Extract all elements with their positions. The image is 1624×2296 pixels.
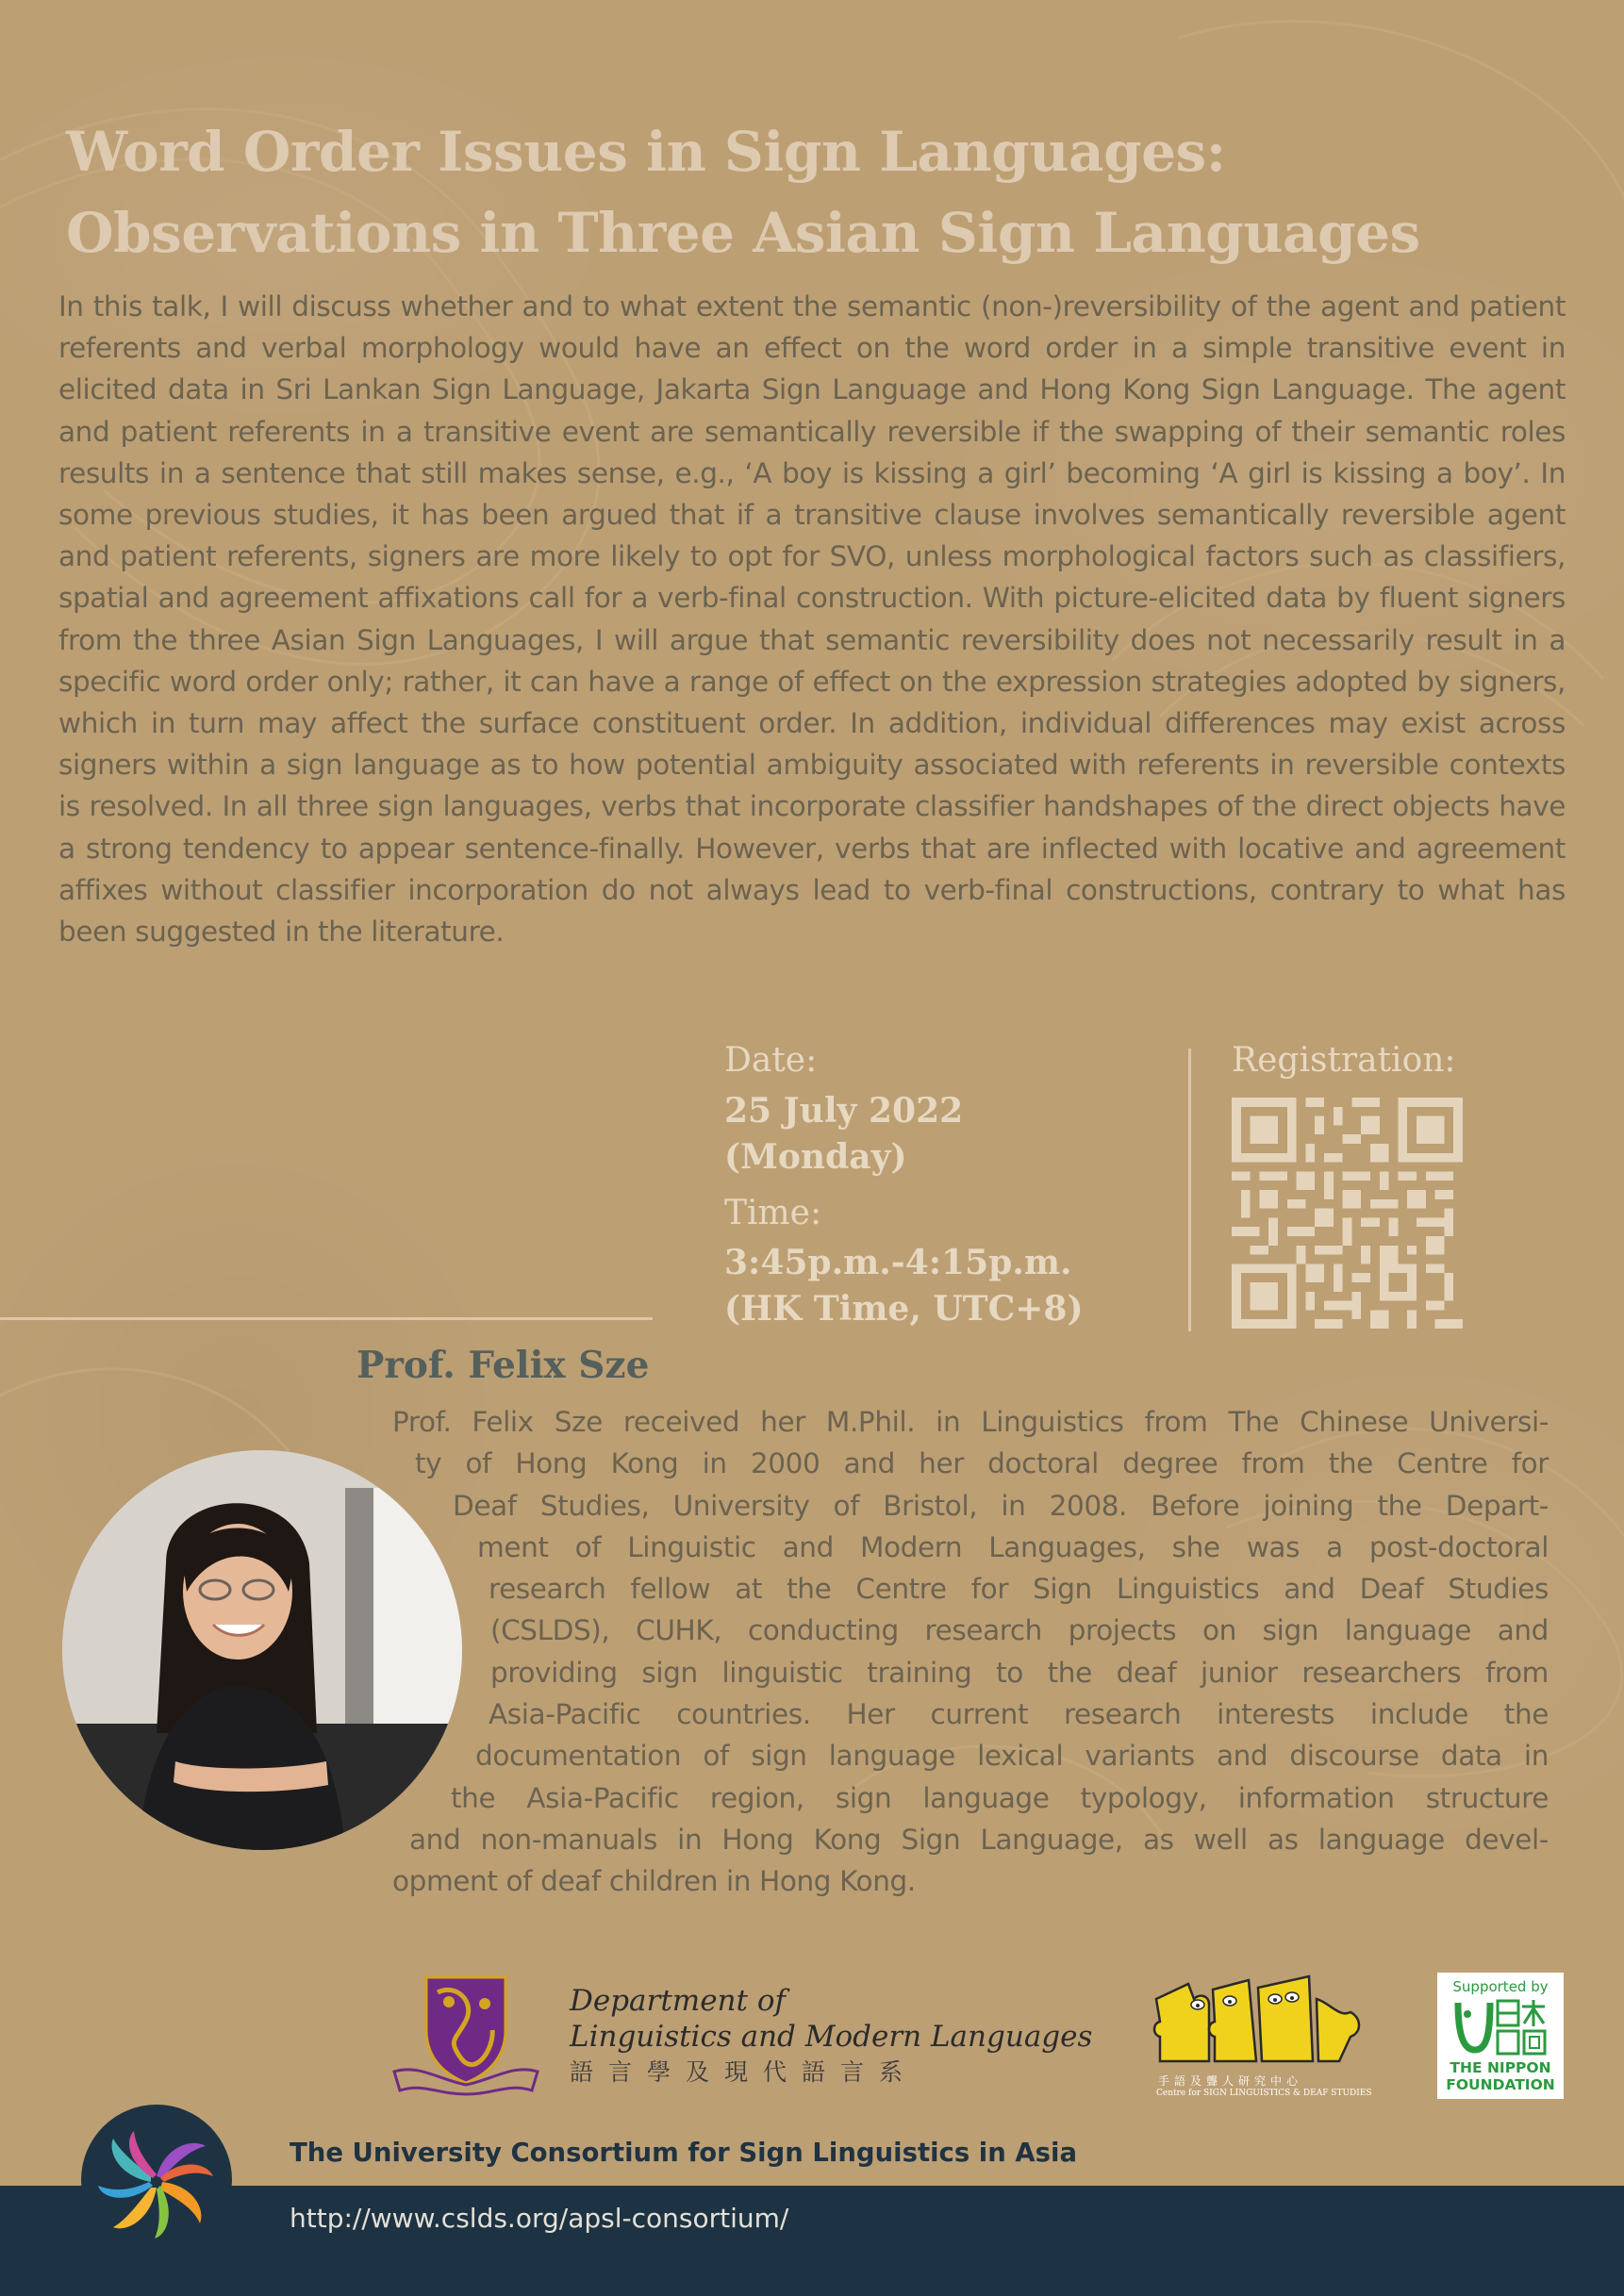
date-label: Date: [724, 1041, 818, 1080]
bio-line: (CSLDS), CUHK, conducting research projects on sign language and [490, 1614, 1549, 1647]
consortium-logo[interactable] [81, 2105, 232, 2255]
registration-label: Registration: [1232, 1041, 1456, 1080]
date-line-1: 25 July 2022 [724, 1091, 964, 1131]
dept-name-line-2: Linguistics and Modern Languages [570, 2020, 1093, 2054]
cslds-name-chinese: 手語及聾人研究中心 [1158, 2074, 1303, 2088]
bio-line: Prof. Felix Sze received her M.Phil. in Linguistics from The Chinese Universi- [392, 1406, 1549, 1438]
cslds-name-english: Centre for SIGN LINGUISTICS & DEAF STUDIES [1156, 2089, 1372, 2098]
bio-line: opment of deaf children in Hong Kong. [392, 1865, 916, 1898]
abstract-text: In this talk, I will discuss whether and to what extent the semantic (non-)reversibility of the agent and patient referents and verbal morphology would have an effect on the word order in a simple transitive event in elicited data in Sri Lankan Sign Language, Jakarta Sign Language and Hong Kong Sign Language. The agent and patient referents in a transitive event are semantically reversible if the swapping of their semantic roles results in a sentence that still makes sense, e.g., ‘A boy is kissing a girl’ becoming ‘A girl is kissing a boy’. In some previous studies, it has been argued that if a transitive clause involves semantically reversible agent and patient referents, signers are more likely to opt for SVO, unless morphological factors such as classifiers, spatial and agreement affixations call for a verb-final construction. With picture-elicited data by fluent signers from the three Asian Sign Languages, I will argue that semantic reversibility does not necessarily result in a specific word order only; rather, it can have a range of effect on the expression strategies adopted by signers, which in turn may affect the surface constituent order. In addition, individual differences may exist across signers within a sign language as to how potential ambiguity associated with referents in reversible contexts is resolved. In all three sign languages, verbs that incorporate classifier handshapes of the direct objects have a strong tendency to appear sentence-finally. However, verbs that are inflected with locative and agreement affixes without classifier incorporation do not always lead to verb-final constructions, contrary to what has been suggested in the literature. [58, 290, 1566, 949]
nippon-name-line-1: THE NIPPON [1450, 2059, 1551, 2076]
info-divider [1188, 1049, 1191, 1331]
talk-title-line-2: Observations in Three Asian Sign Languages [66, 201, 1420, 265]
footer-bar [0, 2186, 1624, 2296]
time-line-2: (HK Time, UTC+8) [724, 1289, 1084, 1329]
bio-line: providing sign linguistic training to the deaf junior researchers from [490, 1656, 1549, 1689]
bio-line: the Asia-Pacific region, sign language typology, information structure [451, 1781, 1549, 1814]
nippon-foundation-logo-icon [1452, 1997, 1549, 2057]
time-value [724, 1240, 1083, 1332]
time-label: Time: [724, 1194, 822, 1232]
nippon-foundation-name [1437, 2059, 1564, 2093]
bio-line: and non-manuals in Hong Kong Sign Language, as well as language devel- [409, 1823, 1549, 1856]
date-line-2: (Monday) [724, 1137, 907, 1177]
nippon-foundation-logo[interactable] [1437, 1973, 1564, 2099]
bio-line: Deaf Studies, University of Bristol, in 2008. Before joining the Depart- [453, 1489, 1549, 1522]
date-value [724, 1088, 963, 1181]
talk-title [66, 111, 1575, 273]
qr-code-icon[interactable] [1232, 1098, 1463, 1329]
bio-line: research fellow at the Centre for Sign Linguistics and Deaf Studies [489, 1573, 1549, 1606]
bio-line: ment of Linguistic and Modern Languages, she was a post-doctoral [477, 1530, 1549, 1563]
time-line-1: 3:45p.m.-4:15p.m. [724, 1243, 1072, 1282]
talk-title-line-1: Word Order Issues in Sign Languages: [66, 120, 1226, 184]
bio-line: ty of Hong Kong in 2000 and her doctoral degree from the Centre for [415, 1447, 1549, 1480]
consortium-name: The University Consortium for Sign Linguistics in Asia [290, 2138, 1078, 2168]
speaker-name: Prof. Felix Sze [356, 1344, 650, 1387]
section-divider [0, 1317, 653, 1320]
bio-line: documentation of sign language lexical variants and discourse data in [475, 1740, 1549, 1773]
consortium-pinwheel-icon [81, 2105, 232, 2255]
dept-name-line-1: Department of [570, 1984, 786, 2018]
cuhk-crest-icon[interactable] [390, 1974, 541, 2096]
bio-line: Asia-Pacific countries. Her current research interests include the [489, 1698, 1549, 1731]
consortium-url-link[interactable]: http://www.cslds.org/apsl-consortium/ [290, 2203, 789, 2234]
speaker-bio [387, 1401, 1549, 1903]
cslds-puzzle-logo-icon[interactable] [1151, 1971, 1367, 2074]
nippon-supported-by: Supported by [1452, 1978, 1549, 1995]
dept-name-chinese: 語言學及現代語言系 [570, 2058, 919, 2086]
nippon-name-line-2: FOUNDATION [1446, 2076, 1555, 2093]
